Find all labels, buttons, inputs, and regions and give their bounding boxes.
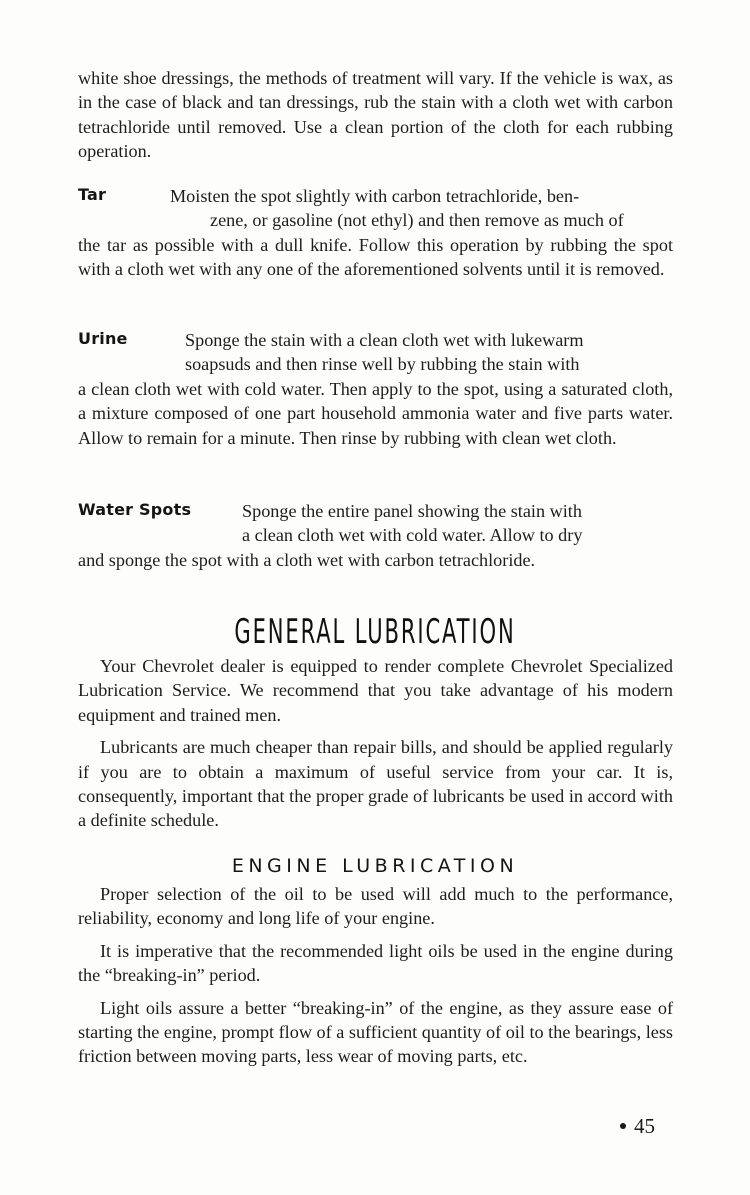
body-paragraph: Lubricants are much cheaper than repair bills, and should be applied regularly if you are to obtain a maximum of useful service from your car. It is, consequently, important that the proper grade of lubricants be used in accord with a definite schedule. xyxy=(78,737,673,831)
stain-cont-line: soapsuds and then rinse well by rubbing the stain with xyxy=(185,354,580,375)
stain-entry-water-spots xyxy=(78,499,673,572)
stain-cont-line: a clean cloth wet with cold water. Allow to dry xyxy=(242,525,583,546)
stain-rest-text: the tar as possible with a dull knife. Follow this operation by rubbing the spot with a cloth wet with any one of the aforementioned solvents until it is removed. xyxy=(78,234,673,280)
stain-rest-text: a clean cloth wet with cold water. Then apply to the spot, using a saturated cloth, a mixture composed of one part household ammonia water and five parts water. Allow to remain for a minute. Then rinse by rubbing with clean wet cloth. xyxy=(78,378,673,448)
section-heading-general-lubrication: GENERAL LUBRICATION xyxy=(234,612,516,652)
body-paragraph: Proper selection of the oil to be used will add much to the performance, reliability, economy and long life of your engine. xyxy=(78,884,673,929)
body-paragraph: Light oils assure a better “breaking-in” of the engine, as they assure ease of starting the engine, prompt flow of a sufficient quantity of oil to the bearings, less friction between moving parts, less wear of moving parts, etc. xyxy=(78,997,673,1067)
stain-lead-line: Moisten the spot slightly with carbon tetrachloride, ben- xyxy=(170,186,580,206)
stain-term: Water Spots xyxy=(78,500,192,519)
engine-lubrication-body xyxy=(78,882,673,1069)
general-lubrication-body xyxy=(78,654,673,833)
stain-entry-tar xyxy=(78,184,673,282)
page-number-value: 45 xyxy=(634,1114,655,1138)
body-paragraph: Your Chevrolet dealer is equipped to render complete Chevrolet Specialized Lubrication Service. We recommend that you take advantage of his modern equipment and trained men. xyxy=(78,656,673,725)
stain-lead-line: Sponge the stain with a clean cloth wet with lukewarm xyxy=(185,330,584,350)
body-paragraph: It is imperative that the recommended light oils be used in the engine during the “breaking-in” period. xyxy=(78,940,673,986)
stain-cont-line: zene, or gasoline (not ethyl) and then remove as much of xyxy=(210,210,624,231)
stain-lead-line: Sponge the entire panel showing the stain with xyxy=(242,501,582,521)
intro-paragraph: white shoe dressings, the methods of treatment will vary. If the vehicle is wax, as in the case of black and tan dressings, rub the stain with a cloth wet with carbon tetrachloride until removed. Use a clean portion of the cloth for each rubbing operation. xyxy=(78,68,673,162)
stain-term: Urine xyxy=(78,329,128,348)
bullet-dot-icon xyxy=(620,1123,626,1129)
page-number xyxy=(620,1114,655,1139)
stain-term: Tar xyxy=(78,185,107,204)
section-heading-engine-lubrication: ENGINE LUBRICATION xyxy=(231,855,519,877)
stain-entry-urine xyxy=(78,328,673,450)
stain-rest-text: and sponge the spot with a cloth wet with carbon tetrachloride. xyxy=(78,549,536,570)
intro-section xyxy=(78,66,673,164)
